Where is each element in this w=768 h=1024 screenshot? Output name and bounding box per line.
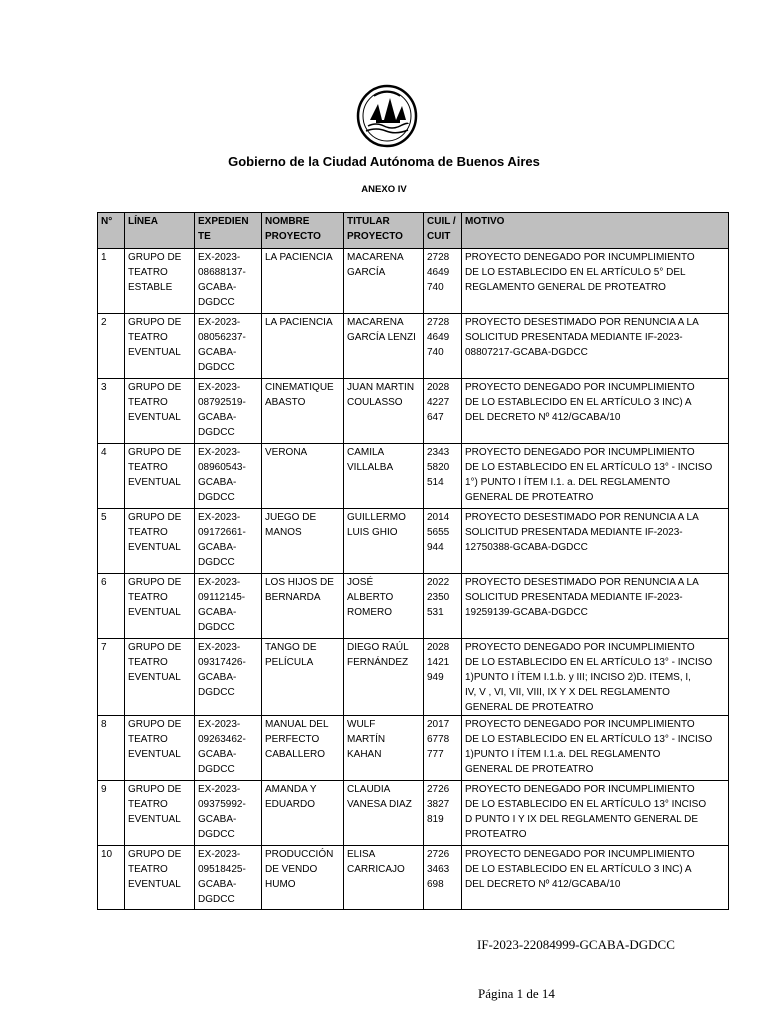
cell-cuil-cuit: 2343 5820 514 (424, 444, 462, 509)
cell-number: 5 (98, 509, 125, 574)
cell-number: 6 (98, 574, 125, 639)
cell-linea: GRUPO DE TEATRO EVENTUAL (125, 639, 195, 716)
cell-motivo: PROYECTO DENEGADO POR INCUMPLIMIENTO DE LO ESTABLECIDO EN EL ARTÍCULO 13° - INCISO 1°) PUNTO I ÍTEM I.1. a. DEL REGLAMENTO GENERAL DE PROTEATRO (462, 444, 729, 509)
cell-nombre-proyecto: TANGO DE PELÍCULA (262, 639, 344, 716)
cell-nombre-proyecto: VERONA (262, 444, 344, 509)
cell-nombre-proyecto: AMANDA Y EDUARDO (262, 781, 344, 846)
table-header-row (98, 213, 729, 249)
cell-nombre-proyecto: CINEMATIQUE ABASTO (262, 379, 344, 444)
cell-linea: GRUPO DE TEATRO EVENTUAL (125, 379, 195, 444)
cell-expediente: EX-2023- 09317426- GCABA- DGDCC (195, 639, 262, 716)
cell-titular-proyecto: MACARENA GARCÍA (344, 249, 424, 314)
cell-nombre-proyecto: LA PACIENCIA (262, 249, 344, 314)
cell-nombre-proyecto: JUEGO DE MANOS (262, 509, 344, 574)
cell-nombre-proyecto: PRODUCCIÓN DE VENDO HUMO (262, 846, 344, 910)
col-header-expediente: EXPEDIEN TE (195, 213, 262, 249)
cell-cuil-cuit: 2726 3827 819 (424, 781, 462, 846)
cell-cuil-cuit: 2028 4227 647 (424, 379, 462, 444)
cell-titular-proyecto: WULF MARTÍN KAHAN (344, 716, 424, 781)
cell-motivo: PROYECTO DENEGADO POR INCUMPLIMIENTO DE LO ESTABLECIDO EN EL ARTÍCULO 13° INCISO D PUNTO I Y IX DEL REGLAMENTO GENERAL DE PROTEATRO (462, 781, 729, 846)
cell-titular-proyecto: JOSÉ ALBERTO ROMERO (344, 574, 424, 639)
cell-titular-proyecto: CLAUDIA VANESA DIAZ (344, 781, 424, 846)
cell-nombre-proyecto: LA PACIENCIA (262, 314, 344, 379)
cell-nombre-proyecto: MANUAL DEL PERFECTO CABALLERO (262, 716, 344, 781)
col-header-cuil-cuit: CUIL / CUIT (424, 213, 462, 249)
cell-nombre-proyecto: LOS HIJOS DE BERNARDA (262, 574, 344, 639)
table-row (98, 314, 729, 379)
cell-linea: GRUPO DE TEATRO ESTABLE (125, 249, 195, 314)
cell-motivo: PROYECTO DESESTIMADO POR RENUNCIA A LA SOLICITUD PRESENTADA MEDIANTE IF-2023- 08807217-GCABA-DGDCC (462, 314, 729, 379)
cell-cuil-cuit: 2028 1421 949 (424, 639, 462, 716)
cell-motivo: PROYECTO DENEGADO POR INCUMPLIMIENTO DE LO ESTABLECIDO EN EL ARTÍCULO 3 INC) A DEL DECRETO Nº 412/GCABA/10 (462, 846, 729, 910)
col-header-linea: LÍNEA (125, 213, 195, 249)
cell-titular-proyecto: DIEGO RAÚL FERNÁNDEZ (344, 639, 424, 716)
cell-expediente: EX-2023- 08792519- GCABA- DGDCC (195, 379, 262, 444)
cell-motivo: PROYECTO DENEGADO POR INCUMPLIMIENTO DE LO ESTABLECIDO EN EL ARTÍCULO 13° - INCISO 1)PUNTO I ÍTEM I.1.a. DEL REGLAMENTO GENERAL DE PROTEATRO (462, 716, 729, 781)
col-header-number: N° (98, 213, 125, 249)
cell-linea: GRUPO DE TEATRO EVENTUAL (125, 444, 195, 509)
col-header-motivo: MOTIVO (462, 213, 729, 249)
cell-titular-proyecto: ELISA CARRICAJO (344, 846, 424, 910)
cell-expediente: EX-2023- 09518425- GCABA- DGDCC (195, 846, 262, 910)
table-row (98, 249, 729, 314)
col-header-nombre-proyecto: NOMBRE PROYECTO (262, 213, 344, 249)
government-title: Gobierno de la Ciudad Autónoma de Buenos Aires (228, 154, 540, 169)
cell-number: 10 (98, 846, 125, 910)
cell-linea: GRUPO DE TEATRO EVENTUAL (125, 314, 195, 379)
table-row (98, 781, 729, 846)
cell-expediente: EX-2023- 08960543- GCABA- DGDCC (195, 444, 262, 509)
cell-cuil-cuit: 2022 2350 531 (424, 574, 462, 639)
cell-number: 2 (98, 314, 125, 379)
cell-number: 3 (98, 379, 125, 444)
cell-linea: GRUPO DE TEATRO EVENTUAL (125, 574, 195, 639)
cell-expediente: EX-2023- 09263462- GCABA- DGDCC (195, 716, 262, 781)
cell-motivo: PROYECTO DENEGADO POR INCUMPLIMIENTO DE LO ESTABLECIDO EN EL ARTÍCULO 13° - INCISO 1)PUNTO I ÍTEM I.1.b. y III; INCISO 2)D. ITEMS, I, IV, V , VI, VII, VIII, IX Y X DEL REGLAMENTO GENERAL DE PROTEATRO (462, 639, 729, 716)
cell-titular-proyecto: MACARENA GARCÍA LENZI (344, 314, 424, 379)
cell-cuil-cuit: 2726 3463 698 (424, 846, 462, 910)
table-row (98, 379, 729, 444)
cell-expediente: EX-2023- 09375992- GCABA- DGDCC (195, 781, 262, 846)
cell-linea: GRUPO DE TEATRO EVENTUAL (125, 509, 195, 574)
table-row (98, 509, 729, 574)
cell-titular-proyecto: GUILLERMO LUIS GHIO (344, 509, 424, 574)
cell-number: 4 (98, 444, 125, 509)
cell-linea: GRUPO DE TEATRO EVENTUAL (125, 781, 195, 846)
cell-cuil-cuit: 2728 4649 740 (424, 314, 462, 379)
cell-number: 9 (98, 781, 125, 846)
cell-number: 8 (98, 716, 125, 781)
annex-title: ANEXO IV (361, 184, 407, 195)
cell-cuil-cuit: 2728 4649 740 (424, 249, 462, 314)
cell-expediente: EX-2023- 09112145- GCABA- DGDCC (195, 574, 262, 639)
table-row (98, 639, 729, 716)
cell-number: 7 (98, 639, 125, 716)
cell-expediente: EX-2023- 08688137- GCABA- DGDCC (195, 249, 262, 314)
city-seal-logo (356, 84, 418, 148)
table-row (98, 444, 729, 509)
cell-cuil-cuit: 2017 6778 777 (424, 716, 462, 781)
col-header-titular-proyecto: TITULAR PROYECTO (344, 213, 424, 249)
page-number: Página 1 de 14 (478, 986, 555, 1001)
document-id: IF-2023-22084999-GCABA-DGDCC (477, 937, 675, 952)
table-row (98, 574, 729, 639)
cell-titular-proyecto: CAMILA VILLALBA (344, 444, 424, 509)
cell-cuil-cuit: 2014 5655 944 (424, 509, 462, 574)
cell-number: 1 (98, 249, 125, 314)
projects-table (97, 212, 729, 910)
cell-motivo: PROYECTO DENEGADO POR INCUMPLIMIENTO DE LO ESTABLECIDO EN EL ARTÍCULO 3 INC) A DEL DECRETO Nº 412/GCABA/10 (462, 379, 729, 444)
cell-titular-proyecto: JUAN MARTIN COULASSO (344, 379, 424, 444)
cell-motivo: PROYECTO DESESTIMADO POR RENUNCIA A LA SOLICITUD PRESENTADA MEDIANTE IF-2023- 19259139-GCABA-DGDCC (462, 574, 729, 639)
cell-linea: GRUPO DE TEATRO EVENTUAL (125, 846, 195, 910)
cell-expediente: EX-2023- 09172661- GCABA- DGDCC (195, 509, 262, 574)
table-row (98, 716, 729, 781)
cell-motivo: PROYECTO DESESTIMADO POR RENUNCIA A LA SOLICITUD PRESENTADA MEDIANTE IF-2023- 12750388-GCABA-DGDCC (462, 509, 729, 574)
cell-expediente: EX-2023- 08056237- GCABA- DGDCC (195, 314, 262, 379)
cell-motivo: PROYECTO DENEGADO POR INCUMPLIMIENTO DE LO ESTABLECIDO EN EL ARTÍCULO 5° DEL REGLAMENTO GENERAL DE PROTEATRO (462, 249, 729, 314)
cell-linea: GRUPO DE TEATRO EVENTUAL (125, 716, 195, 781)
table-row (98, 846, 729, 910)
